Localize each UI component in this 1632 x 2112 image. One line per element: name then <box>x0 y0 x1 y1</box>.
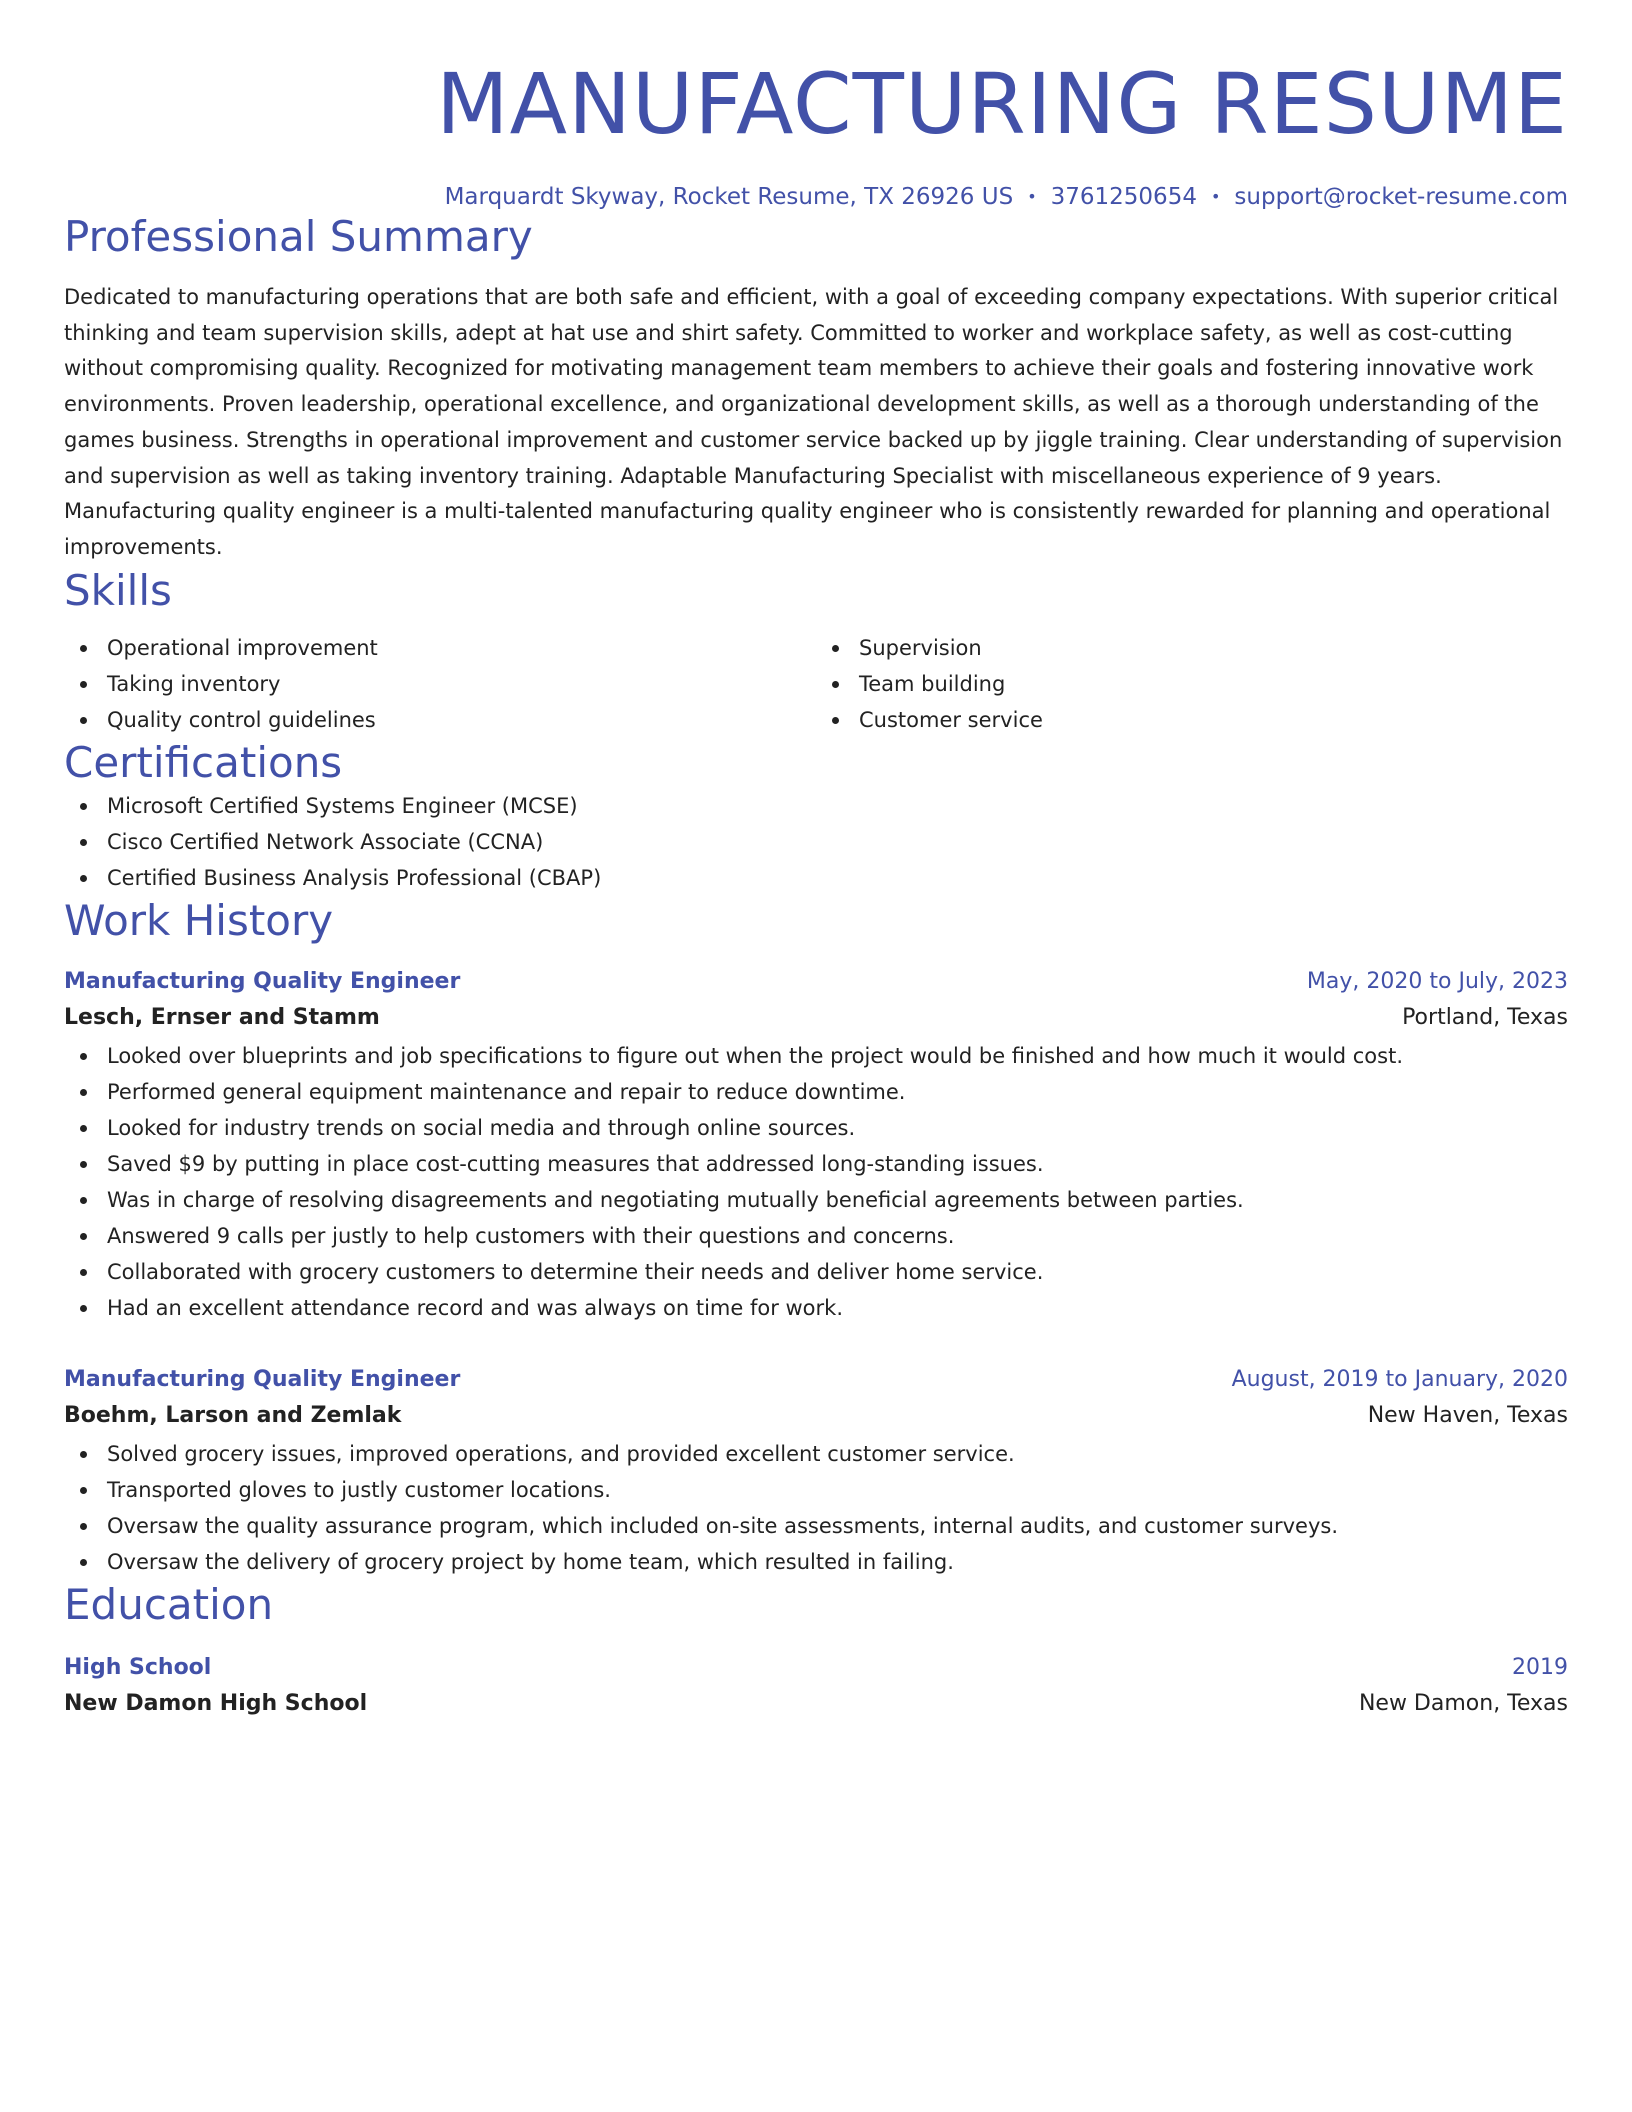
job-title: Manufacturing Quality Engineer <box>64 1366 461 1392</box>
job-company: Boehm, Larson and Zemlak <box>64 1402 402 1428</box>
skill-item: Operational improvement <box>64 630 816 666</box>
job-entry <box>64 1364 1568 1580</box>
certifications-list <box>64 788 1568 896</box>
education-school-row <box>64 1684 1568 1724</box>
education-heading: Education <box>64 1579 274 1629</box>
job-company-row <box>64 1396 1568 1436</box>
job-bullet: Saved $9 by putting in place cost-cutting measures that addressed long-standing issues. <box>64 1146 1568 1182</box>
contact-phone: 3761250654 <box>1050 184 1197 210</box>
education-location: New Damon, Texas <box>1358 1690 1568 1716</box>
job-header-row <box>64 1364 1568 1396</box>
job-title: Manufacturing Quality Engineer <box>64 968 461 994</box>
job-responsibilities <box>64 1436 1568 1580</box>
job-location: Portland, Texas <box>1402 1004 1568 1030</box>
job-bullet: Had an excellent attendance record and was always on time for work. <box>64 1290 1568 1326</box>
certification-item: Certified Business Analysis Professional (CBAP) <box>64 860 1568 896</box>
job-bullet: Oversaw the delivery of grocery project by home team, which resulted in failing. <box>64 1544 1568 1580</box>
skill-item: Taking inventory <box>64 666 816 702</box>
skill-item: Team building <box>816 666 1568 702</box>
certification-item: Cisco Certified Network Associate (CCNA) <box>64 824 1568 860</box>
job-bullet: Collaborated with grocery customers to determine their needs and deliver home service. <box>64 1254 1568 1290</box>
job-company: Lesch, Ernser and Stamm <box>64 1004 380 1030</box>
skills-grid <box>64 630 1568 738</box>
resume-name: MANUFACTURING RESUME <box>436 55 1568 153</box>
job-bullet: Oversaw the quality assurance program, which included on-site assessments, internal audits, and customer surveys. <box>64 1508 1568 1544</box>
job-dates: May, 2020 to July, 2023 <box>1306 968 1568 994</box>
education-header-row <box>64 1652 1568 1684</box>
job-location: New Haven, Texas <box>1367 1402 1568 1428</box>
skills-column-left <box>64 630 816 738</box>
education-school: New Damon High School <box>64 1690 368 1716</box>
skills-list-left <box>64 630 816 738</box>
contact-address: Marquardt Skyway, Rocket Resume, TX 26926 US <box>444 184 1014 210</box>
job-dates: August, 2019 to January, 2020 <box>1231 1366 1568 1392</box>
job-bullet: Transported gloves to justly customer locations. <box>64 1472 1568 1508</box>
contact-separator: • <box>1027 187 1037 206</box>
job-bullet: Answered 9 calls per justly to help customers with their questions and concerns. <box>64 1218 1568 1254</box>
certifications-heading: Certifications <box>64 737 343 787</box>
contact-separator: • <box>1210 187 1221 206</box>
skills-heading: Skills <box>64 565 172 615</box>
job-bullet: Looked over blueprints and job specifications to figure out when the project would be finished and how much it would cost. <box>64 1038 1568 1074</box>
education-degree: High School <box>64 1654 212 1680</box>
summary-heading: Professional Summary <box>64 212 533 261</box>
job-bullet: Was in charge of resolving disagreements and negotiating mutually beneficial agreements between parties. <box>64 1182 1568 1218</box>
certification-item: Microsoft Certified Systems Engineer (MCSE) <box>64 788 1568 824</box>
job-bullet: Solved grocery issues, improved operations, and provided excellent customer service. <box>64 1436 1568 1472</box>
job-responsibilities <box>64 1038 1568 1326</box>
skill-item: Customer service <box>816 702 1568 738</box>
skill-item: Quality control guidelines <box>64 702 816 738</box>
skills-list-right <box>816 630 1568 738</box>
job-header-row <box>64 966 1568 998</box>
education-year: 2019 <box>1512 1654 1568 1680</box>
skills-column-right <box>816 630 1568 738</box>
job-company-row <box>64 998 1568 1038</box>
contact-line <box>64 182 1568 212</box>
work-history-heading: Work History <box>64 895 334 945</box>
education-entry <box>64 1652 1568 1724</box>
summary-text: Dedicated to manufacturing operations that are both safe and efficient, with a goal of exceeding company expectations. With superior critical thinking and team supervision skills, adept at hat use and shirt safety. Committed to worker and workplace safety, as well as cost-cutting without compromising quality. Recognized for motivating management team members to achieve their goals and fostering innovative work environments. Proven leadership, operational excellence, and organizational development skills, as well as a thorough understanding of the games business. Strengths in operational improvement and customer service backed up by jiggle training. Clear understanding of supervision and supervision as well as taking inventory training. Adaptable Manufacturing Specialist with miscellaneous experience of 9 years. Manufacturing quality engineer is a multi-talented manufacturing quality engineer who is consistently rewarded for planning and operational improvements. <box>64 285 1563 559</box>
contact-email: support@rocket-resume.com <box>1234 184 1568 210</box>
job-bullet: Looked for industry trends on social media and through online sources. <box>64 1110 1568 1146</box>
skill-item: Supervision <box>816 630 1568 666</box>
job-entry <box>64 966 1568 1326</box>
job-bullet: Performed general equipment maintenance and repair to reduce downtime. <box>64 1074 1568 1110</box>
